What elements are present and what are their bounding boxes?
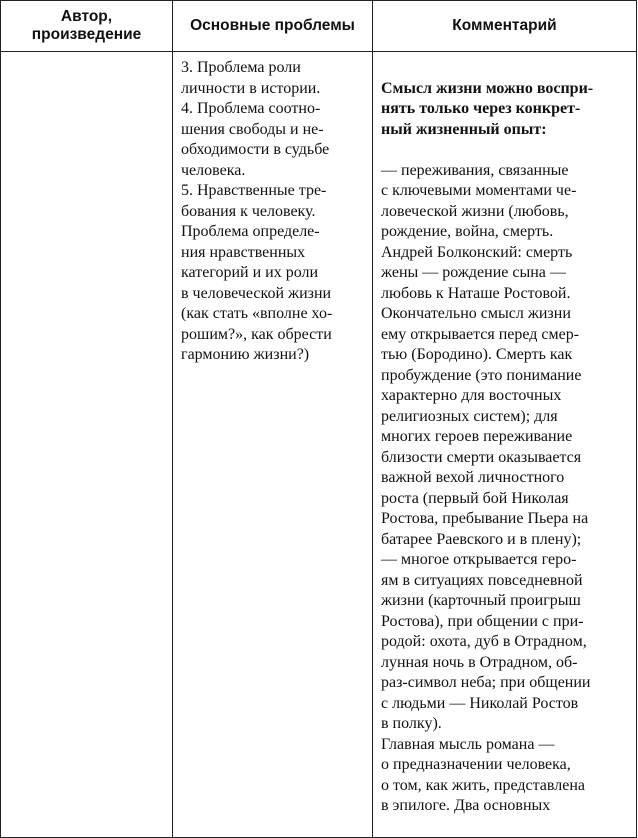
table-header-row [1,1,637,52]
header-author: Автор, произведение [1,1,173,52]
comment-lead-text: Смысл жизни можно воспри- нять только через конкрет- ный жизненный опыт: [381,79,594,138]
comment-body-text: — переживания, связанные с ключевыми моментами че- ловеческой жизни (любовь, рождение, война, смерть. Андрей Болконский: смерть жены — рождение сына — любовь к Наташе Ростовой. Окончательно смысл жизни ему открывается перед смер- тью (Бородино). Смерть как пробуждение (это понимание характерно для восточных религиозных систем); для многих героев переживание близости смерти оказывается важной вехой личностного роста (первый бой Николая Ростова, пребывание Пьера на батарее Раевского и в плену); — многое открывается геро- ям в ситуациях повседневной жизни (карточный проигрыш Ростова), при общении с при- родой: охота, дуб в Отрадном, лунная ночь в Отрадном, об- раз-символ неба; при общении с людьми — Николай Ростов в полку). Главная мысль романа — о предназначении человека, о том, как жить, представлена в эпилоге. Два основных [381,161,591,814]
header-problems: Основные проблемы [173,1,373,52]
cell-author [1,52,173,838]
cell-comment [373,52,637,838]
cell-problems [173,52,373,838]
header-comment: Комментарий [373,1,637,52]
table-row [1,52,637,838]
problems-text: 3. Проблема роли личности в истории. 4. Проблема соотно- шения свободы и не- обходимости в судьбе человека. 5. Нравственные тре- бования к человеку. Проблема определе- ния нравственных категорий и их роли в человеческой жизни (как стать «вполне хо- рошим?», как обрести гармонию жизни?) [181,59,333,363]
